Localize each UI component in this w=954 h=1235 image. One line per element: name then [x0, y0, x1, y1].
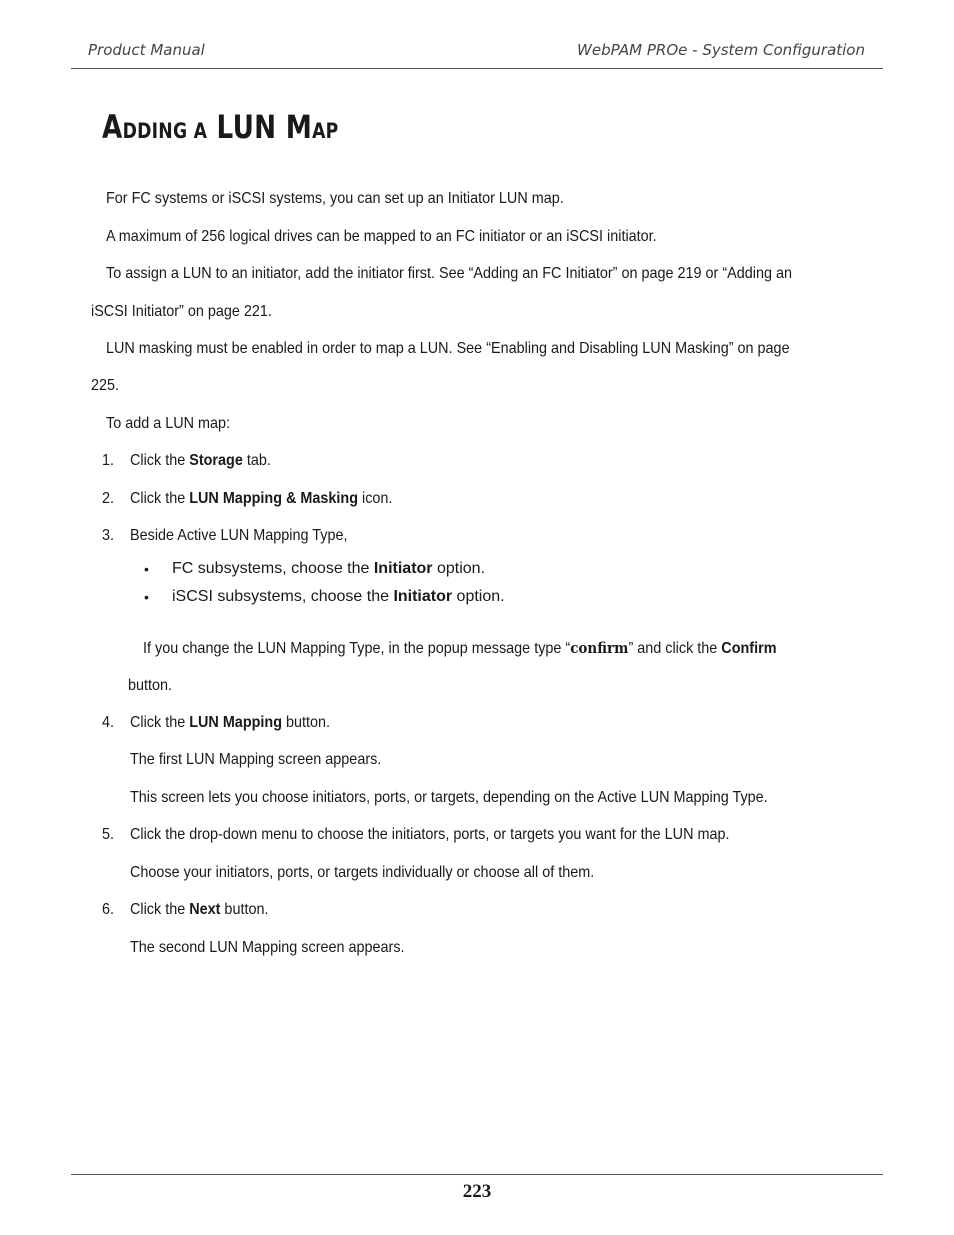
- intro-paragraph-4-line-1: LUN masking must be enabled in order to map a LUN. See “Enabling and Disabling LUN Masking” on page: [106, 340, 790, 357]
- step-6-number: 6.: [102, 901, 115, 918]
- step-2-number: 2.: [102, 490, 115, 507]
- step-2-text: Click the LUN Mapping & Masking icon.: [130, 490, 393, 507]
- header-rule: [71, 68, 883, 69]
- intro-paragraph-3-line-2: iSCSI Initiator” on page 221.: [91, 303, 272, 320]
- step-4-result: The first LUN Mapping screen appears.: [130, 751, 382, 768]
- step-3-text: Beside Active LUN Mapping Type,: [130, 527, 348, 544]
- intro-paragraph-4-line-2: 225.: [91, 377, 120, 394]
- footer-rule: [71, 1174, 883, 1175]
- step-1-text: Click the Storage tab.: [130, 452, 271, 469]
- step-4-text: Click the LUN Mapping button.: [130, 714, 331, 731]
- intro-paragraph-5: To add a LUN map:: [106, 415, 231, 432]
- step-4-number: 4.: [102, 714, 115, 731]
- step-4-detail: This screen lets you choose initiators, ports, or targets, depending on the Active LUN Mapping Type.: [130, 789, 768, 806]
- step-6-result: The second LUN Mapping screen appears.: [130, 939, 405, 956]
- step-3-number: 3.: [102, 527, 115, 544]
- intro-paragraph-1: For FC systems or iSCSI systems, you can set up an Initiator LUN map.: [106, 190, 564, 207]
- page-number: 223: [462, 1181, 492, 1202]
- step-5-text: Click the drop-down menu to choose the initiators, ports, or targets you want for the LUN map.: [130, 826, 730, 843]
- bullet-1-text: FC subsystems, choose the Initiator option.: [172, 560, 486, 577]
- header-right: WebPAM PROe - System Configuration: [577, 41, 865, 59]
- intro-paragraph-3-line-1: To assign a LUN to an initiator, add the initiator first. See “Adding an FC Initiator” on page 219 or “Adding an: [106, 265, 792, 282]
- bullet-2-text: iSCSI subsystems, choose the Initiator option.: [172, 588, 505, 605]
- bullet-2-marker: •: [144, 589, 149, 605]
- step-5-detail: Choose your initiators, ports, or targets individually or choose all of them.: [130, 864, 595, 881]
- step-1-number: 1.: [102, 452, 115, 469]
- page-title: ADDING A LUN MAP: [102, 108, 339, 146]
- note-line-1: If you change the LUN Mapping Type, in the popup message type “confirm” and click the Confirm: [143, 639, 777, 657]
- intro-paragraph-2: A maximum of 256 logical drives can be mapped to an FC initiator or an iSCSI initiator.: [106, 228, 657, 245]
- step-5-number: 5.: [102, 826, 115, 843]
- note-line-2: button.: [128, 677, 173, 694]
- step-6-text: Click the Next button.: [130, 901, 269, 918]
- bullet-1-marker: •: [144, 561, 149, 577]
- header-left: Product Manual: [88, 41, 205, 59]
